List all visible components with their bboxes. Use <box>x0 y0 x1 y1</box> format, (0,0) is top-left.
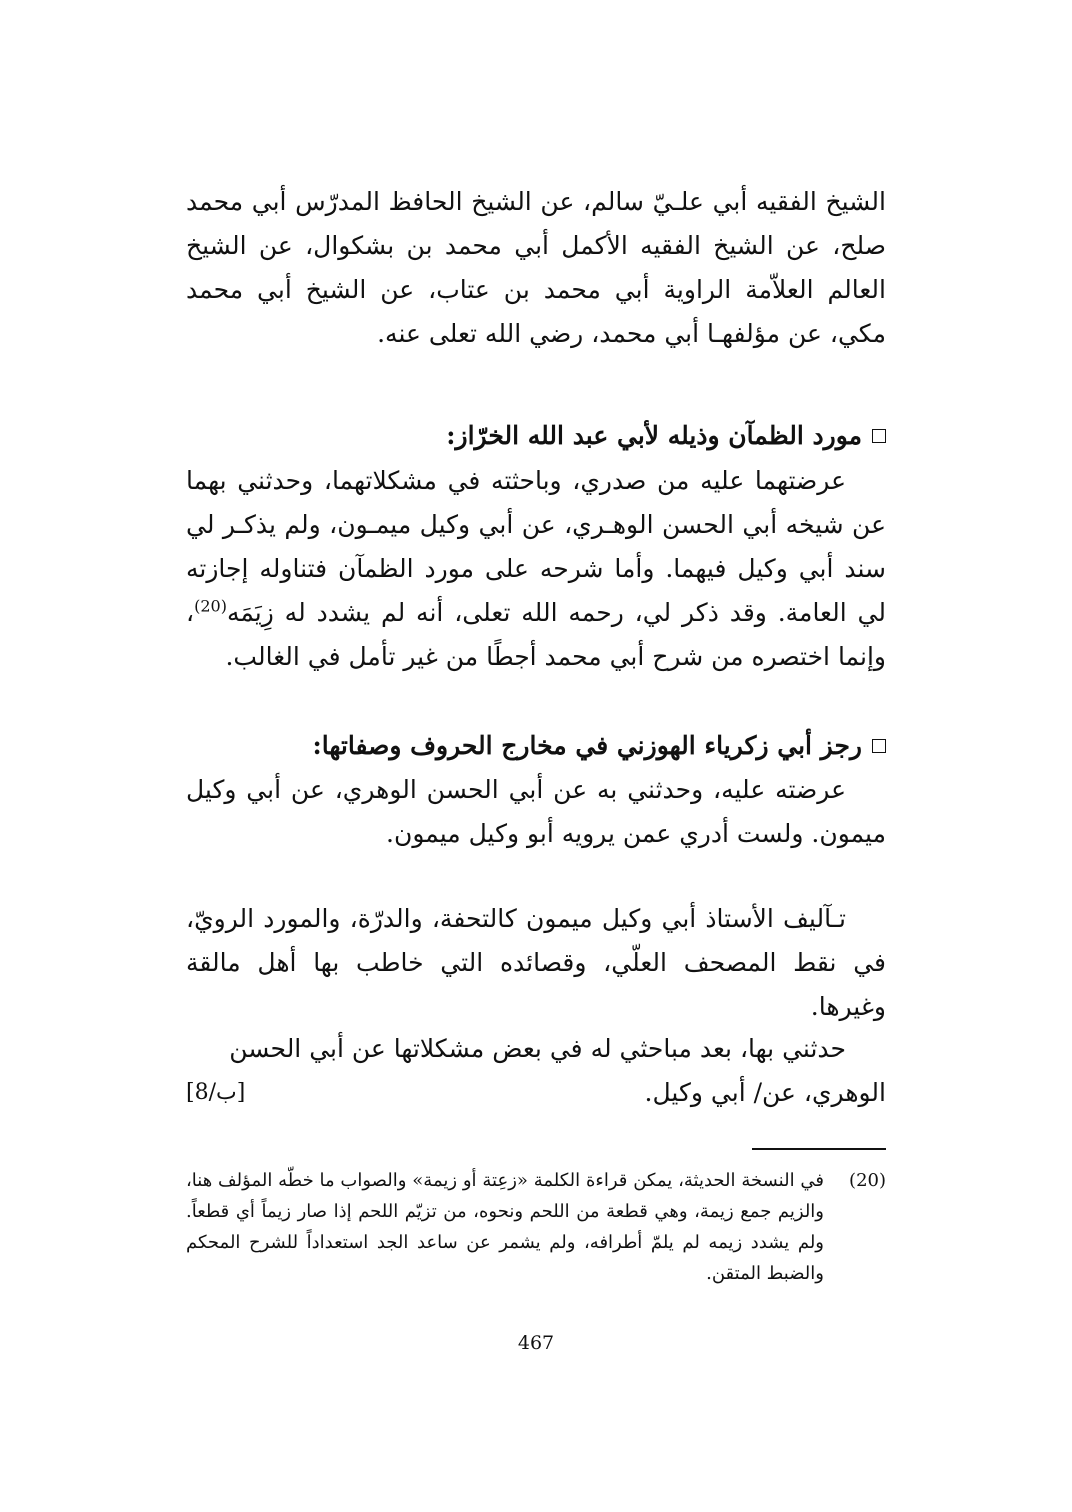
section1-body-after-ref: ، وإنما اختصره من شرح أبي محمد أجطًا من غير تأمل في الغالب. <box>186 598 886 671</box>
footnote-text: في النسخة الحديثة، يمكن قراءة الكلمة «زعِتة أو زيمة» والصواب ما خطّه المؤلف هنا، والزيم جمع زيمة، وهي قطعة من اللحم ونحوه، من تزيّم اللحم إذا صار زيماً أي قطعاً. ولم يشدد زيمه لم يلمّ أطرافه، ولم يشمر عن ساعد الجد استعداداً للشرح المحكم والضبط المتقن. <box>186 1170 824 1284</box>
paragraph4-line2: الوهري، عن/ أبي وكيل. <box>644 1078 886 1107</box>
section2-heading <box>186 724 886 768</box>
intro-paragraph <box>186 180 886 356</box>
footnote-ref-20[interactable]: (20) <box>194 596 227 616</box>
paragraph3 <box>186 897 886 1029</box>
square-bullet-icon <box>872 739 886 753</box>
paragraph3-text: تـآليف الأستاذ أبي وكيل ميمون كالتحفة، والدرّة، والمورد الرويّ، في نقط المصحف العلّي، وقصائده التي خاطب بها أهل مالقة وغيرها. <box>186 904 886 1021</box>
section1-heading <box>186 414 886 458</box>
footnote-number: (20) <box>849 1170 886 1191</box>
page-number: 467 <box>517 1332 555 1354</box>
section2-body <box>186 768 886 856</box>
section1-body <box>186 459 886 679</box>
section1-body-before-ref: عرضتهما عليه من صدري، وباحثته في مشكلاتهما، وحدثني بهما عن شيخه أبي الحسن الوهـري، عن أبي وكيل ميمـون، ولم يذكـر لي سند أبي وكيل فيهما. وأما شرحه على مورد الظمآن فتناوله إجازته لي العامة. وقد ذكر لي، رحمه الله تعلى، أنه لم يشدد له زِيَمَه <box>186 466 886 627</box>
section2-body-text: عرضته عليه، وحدثني به عن أبي الحسن الوهري، عن أبي وكيل ميمون. ولست أدري عمن يرويه أبو وكيل ميمون. <box>186 775 886 848</box>
paragraph4-first-line <box>186 1027 886 1071</box>
footnote-20 <box>186 1165 886 1289</box>
square-bullet-icon <box>872 429 886 443</box>
section2-heading-text: رجز أبي زكرياء الهوزني في مخارج الحروف وصفاتها: <box>312 731 862 760</box>
folio-margin-reference: [8/ب] <box>186 1080 246 1105</box>
paragraph4-line1: حدثني بها، بعد مباحثي له في بعض مشكلاتها عن أبي الحسن <box>229 1034 846 1063</box>
intro-text: الشيخ الفقيه أبي علـيّ سالم، عن الشيخ الحافظ المدرّس أبي محمد صلح، عن الشيخ الفقيه الأكمل أبي محمد بن بشكوال، عن الشيخ العالم العلاّمة الراوية أبي محمد بن عتاب، عن الشيخ أبي محمد مكي، عن مؤلفهـا أبي محمد، رضي الله تعلى عنه. <box>186 187 886 348</box>
section1-heading-text: مورد الظمآن وذيله لأبي عبد الله الخرّاز: <box>446 421 862 450</box>
footnote-separator <box>752 1148 886 1150</box>
